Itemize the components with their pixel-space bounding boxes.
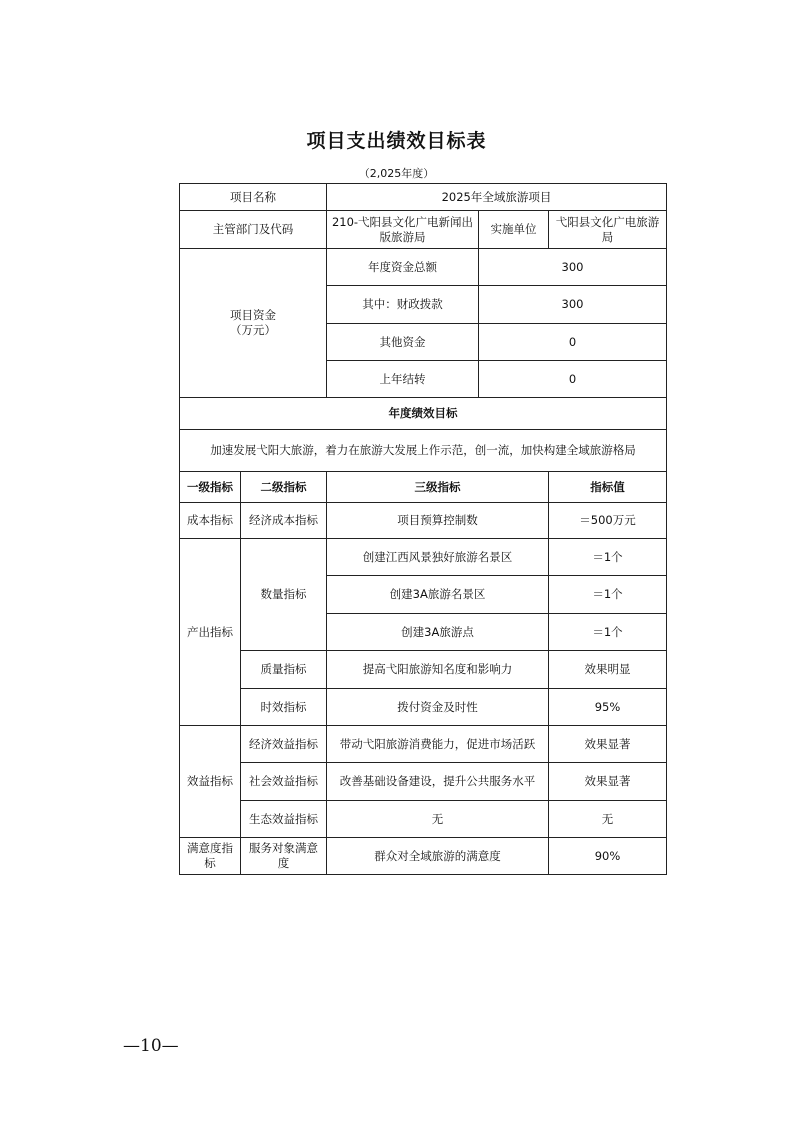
cost-level2: 经济成本指标 — [241, 503, 327, 539]
page-number: —10— — [123, 1036, 179, 1056]
benefit-level1: 效益指标 — [180, 726, 241, 838]
output-level1: 产出指标 — [180, 539, 241, 726]
satisfaction-level1: 满意度指标 — [180, 838, 241, 875]
header-level2: 二级指标 — [241, 472, 327, 503]
dept-label: 主管部门及代码 — [180, 211, 327, 249]
year-note: （2,025年度） — [358, 167, 435, 180]
cost-value: ＝500万元 — [549, 503, 667, 539]
quantity-value: ＝1个 — [549, 539, 667, 576]
project-name-label: 项目名称 — [180, 184, 327, 211]
benefit-value: 无 — [549, 801, 667, 838]
quantity-level3: 创建3A旅游名景区 — [327, 576, 549, 614]
funds-item-label: 其中：财政拨款 — [327, 286, 479, 324]
output-row — [180, 651, 667, 689]
header-level1: 一级指标 — [180, 472, 241, 503]
quality-value: 效果明显 — [549, 651, 667, 689]
satisfaction-level2: 服务对象满意度 — [241, 838, 327, 875]
benefit-level2: 经济效益指标 — [241, 726, 327, 763]
funds-item-value: 0 — [479, 324, 667, 361]
output-row — [180, 689, 667, 726]
benefit-level3: 改善基础设备建设，提升公共服务水平 — [327, 763, 549, 801]
benefit-row — [180, 763, 667, 801]
satisfaction-value: 90% — [549, 838, 667, 875]
funds-label: 项目资金 （万元） — [180, 249, 327, 398]
funds-row — [180, 249, 667, 286]
output-row — [180, 539, 667, 576]
benefit-value: 效果显著 — [549, 726, 667, 763]
cost-level3: 项目预算控制数 — [327, 503, 549, 539]
quality-level3: 提高弋阳旅游知名度和影响力 — [327, 651, 549, 689]
funds-item-value: 300 — [479, 249, 667, 286]
goal-header-row — [180, 398, 667, 430]
goal-text: 加速发展弋阳大旅游，着力在旅游大发展上作示范，创一流，加快构建全域旅游格局 — [180, 430, 667, 472]
project-name-value: 2025年全域旅游项目 — [327, 184, 667, 211]
benefit-value: 效果显著 — [549, 763, 667, 801]
goal-header: 年度绩效目标 — [180, 398, 667, 430]
quantity-level2: 数量指标 — [241, 539, 327, 651]
dept-row — [180, 211, 667, 249]
quantity-level3: 创建3A旅游点 — [327, 614, 549, 651]
document-title: 项目支出绩效目标表 — [306, 130, 487, 152]
performance-target-table — [179, 183, 667, 875]
timeliness-level2: 时效指标 — [241, 689, 327, 726]
cost-row — [180, 503, 667, 539]
benefit-row — [180, 801, 667, 838]
quantity-value: ＝1个 — [549, 614, 667, 651]
funds-item-value: 0 — [479, 361, 667, 398]
timeliness-level3: 拨付资金及时性 — [327, 689, 549, 726]
timeliness-value: 95% — [549, 689, 667, 726]
impl-unit-value: 弋阳县文化广电旅游局 — [549, 211, 667, 249]
impl-unit-label: 实施单位 — [479, 211, 549, 249]
benefit-row — [180, 726, 667, 763]
indicator-header-row — [180, 472, 667, 503]
funds-item-value: 300 — [479, 286, 667, 324]
benefit-level3: 无 — [327, 801, 549, 838]
benefit-level2: 社会效益指标 — [241, 763, 327, 801]
goal-text-row — [180, 430, 667, 472]
dept-value: 210-弋阳县文化广电新闻出版旅游局 — [327, 211, 479, 249]
quantity-value: ＝1个 — [549, 576, 667, 614]
header-value: 指标值 — [549, 472, 667, 503]
satisfaction-row — [180, 838, 667, 875]
project-name-row — [180, 184, 667, 211]
quality-level2: 质量指标 — [241, 651, 327, 689]
funds-item-label: 上年结转 — [327, 361, 479, 398]
cost-level1: 成本指标 — [180, 503, 241, 539]
funds-item-label: 其他资金 — [327, 324, 479, 361]
benefit-level3: 带动弋阳旅游消费能力，促进市场活跃 — [327, 726, 549, 763]
header-level3: 三级指标 — [327, 472, 549, 503]
satisfaction-level3: 群众对全域旅游的满意度 — [327, 838, 549, 875]
funds-item-label: 年度资金总额 — [327, 249, 479, 286]
benefit-level2: 生态效益指标 — [241, 801, 327, 838]
quantity-level3: 创建江西风景独好旅游名景区 — [327, 539, 549, 576]
